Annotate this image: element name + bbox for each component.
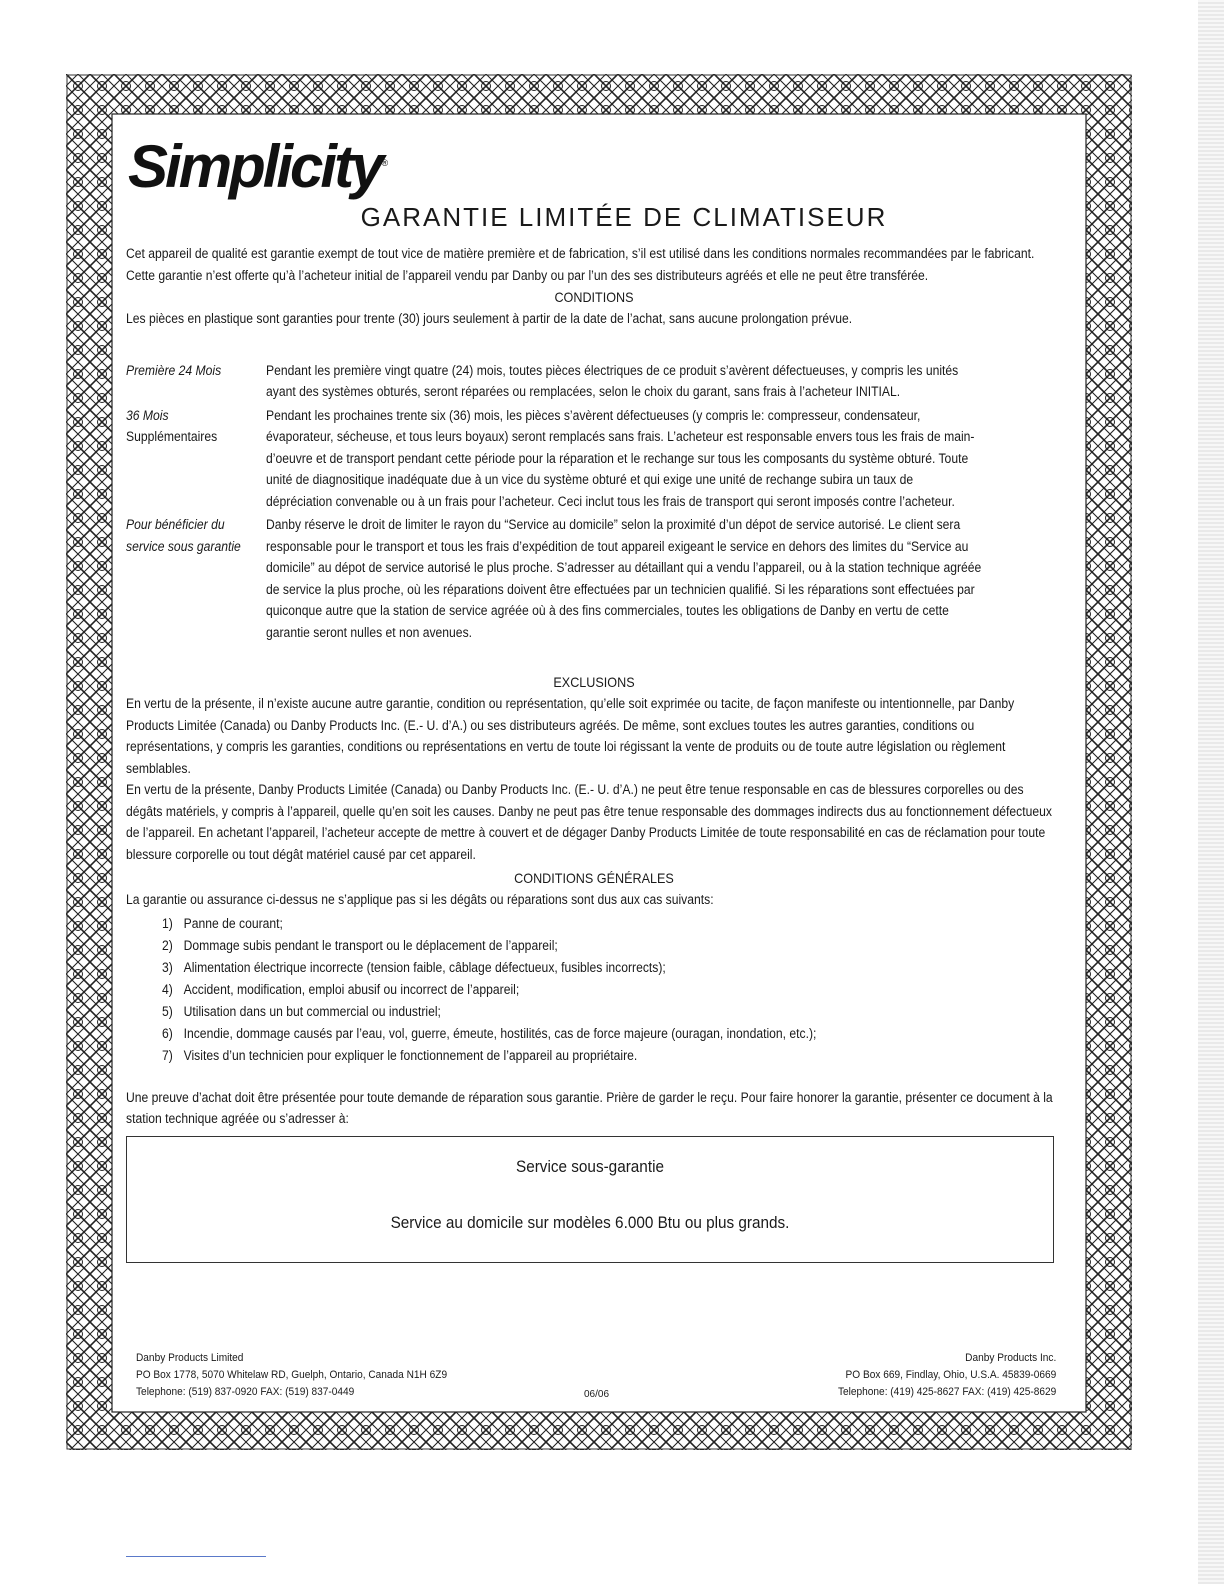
list-item: 4) Accident, modification, emploi abusif ou incorrect de l’appareil; xyxy=(162,981,520,997)
term-text: Pendant les première vingt quatre (24) mois, toutes pièces électriques de ce produit s’avèrent défectueuses, y compris les unités ayant des systèmes obturés, seront réparées ou remplacées, selon le choix du garant, sans frais à l’acheteur INITIAL. xyxy=(266,362,959,399)
warranty-body xyxy=(126,128,1062,1263)
term-row xyxy=(126,360,1062,403)
list-item: 7) Visites d’un technicien pour expliquer le fonctionnement de l’appareil au propriétaire. xyxy=(162,1047,638,1063)
term-text: Danby réserve le droit de limiter le rayon du “Service au domicile” selon la proximité d’un dépot de service autorisé. Le client sera responsable pour le transport et tous les frais d’expédition de tout appareil exigeant le service en dehors des limites du “Service au domicile” au dépot de service autorisé le plus proche. S’adresser au détaillant qui a vendu l’appareil, ou à la station technique agréée de service la plus proche, où les réparations doivent être effectuées par un technicien qualifié. Si les réparations sont effectuées par quiconque autre que la station de service agréée où à des fins commerciales, toutes les obligations de Danby en vertu de cette garantie seront nulles et non avenues. xyxy=(266,517,982,640)
list-item: 3) Alimentation électrique incorrecte (tension faible, câblage défectueux, fusibles incorrects); xyxy=(162,959,666,975)
exclusions-heading: EXCLUSIONS xyxy=(553,674,635,690)
page-link-underline xyxy=(126,1556,266,1557)
proof-of-purchase: Une preuve d’achat doit être présentée pour toute demande de réparation sous garantie. Prière de garder le reçu. Pour faire honorer la garantie, présenter ce document à la station technique agréée ou s’adresser à: xyxy=(126,1089,1053,1126)
usa-address: Danby Products Inc. PO Box 669, Findlay, Ohio, U.S.A. 45839-0669 Telephone: (419) 425-8627 FAX: (419) 425-8629 xyxy=(837,1352,1056,1398)
canada-address: Danby Products Limited PO Box 1778, 5070 Whitelaw RD, Guelph, Ontario, Canada N1H 6Z9 Telephone: (519) 837-0920 FAX: (519) 837-0449 xyxy=(136,1352,448,1398)
general-heading: CONDITIONS GÉNÉRALES xyxy=(514,870,674,886)
term-label: Pour bénéficier du service sous garantie xyxy=(126,517,241,554)
list-item: 2) Dommage subis pendant le transport ou le déplacement de l’appareil; xyxy=(162,937,558,953)
term-row xyxy=(126,405,1062,513)
exclusions-paragraph: En vertu de la présente, il n’existe aucune autre garantie, condition ou représentation, qu’elle soit exprimée ou tacite, de façon manifeste ou intentionnelle, par Danby Products Limitée (Canada) ou Danby Products Inc. (E.- U. d’A.) ou ses distributeurs agréés. De même, sont exclues toutes les autres garanties, conditions ou représentations, y compris les garanties, conditions ou représentations en vertu de toute loi régissant la vente de produits ou de toute autre législation ou règlement semblables. xyxy=(126,696,1015,776)
term-text: Pendant les prochaines trente six (36) mois, les pièces s’avèrent défectueuses (y compris le: compresseur, condensateur, évaporateur, sécheuse, et tous leurs boyaux) seront remplacés sans frais. L’acheteur est responsable envers tous les frais de main-d’oeuvre et de transport pendant cette période pour la réparation et le rechange sur tous les composants du système obturé. Toute unité de diagnositique inadéquate due à un vice du système obturé et qui exige une unité de rechange subira un taux de dépréciation convenable ou à un frais pour l’acheteur. Ceci inclut tous les frais de transport qui seront imposés contre l’acheteur. xyxy=(266,407,975,509)
service-note: Service au domicile sur modèles 6.000 Btu ou plus grands. xyxy=(390,1212,790,1232)
revision-date: 06/06 xyxy=(584,1389,610,1400)
conditions-text: Les pièces en plastique sont garanties pour trente (30) jours seulement à partir de la date de l’achat, sans aucune prolongation prévue. xyxy=(126,311,853,326)
term-label: 36 Mois Supplémentaires xyxy=(126,407,218,444)
brand-logo: Simplicity® xyxy=(128,133,389,200)
term-label: Première 24 Mois xyxy=(126,362,222,378)
service-title: Service sous-garantie xyxy=(516,1156,664,1176)
exclusions-paragraph: En vertu de la présente, Danby Products Limitée (Canada) ou Danby Products Inc. (E.- U. d’A.) ne peut être tenue responsable en cas de blessures corporelles ou des dégâts matériels, y compris à l’appareil, quelle qu’en soit les causes. Danby ne peut pas être tenue responsable des dommages indirects dus au fonctionnement défectueux de l’appareil. En achetant l’appareil, l’acheteur accepte de mettre à couvert et de dégager Danby Products Limitée de toute responsabilité en cas de réclamation pour toute blessure corporelle ou tout dégât matériel causé par cet appareil. xyxy=(126,782,1052,862)
intro-paragraph: Cette garantie n’est offerte qu’à l’acheteur initial de l’appareil vendu par Danby ou par l’un des ses distributeurs agréés et elle ne peut être transférée. xyxy=(126,267,929,283)
list-item: 6) Incendie, dommage causés par l’eau, vol, guerre, émeute, hostilités, cas de force majeure (ouragan, inondation, etc.); xyxy=(162,1025,817,1041)
page-title: GARANTIE LIMITÉE DE CLIMATISEUR xyxy=(360,202,888,232)
exclusion-list xyxy=(162,913,1062,1067)
scan-edge xyxy=(1198,0,1224,1584)
list-item: 1) Panne de courant; xyxy=(162,915,283,931)
conditions-heading: CONDITIONS xyxy=(554,289,634,305)
list-item: 5) Utilisation dans un but commercial ou industriel; xyxy=(162,1003,441,1019)
service-box xyxy=(126,1136,1054,1263)
term-row xyxy=(126,514,1062,643)
general-intro: La garantie ou assurance ci-dessus ne s’applique pas si les dégâts ou réparations sont dus aux cas suivants: xyxy=(126,892,714,907)
intro-paragraph: Cet appareil de qualité est garantie exempt de tout vice de matière première et de fabrication, s’il est utilisé dans les conditions normales recommandées par le fabricant. xyxy=(126,246,1035,261)
